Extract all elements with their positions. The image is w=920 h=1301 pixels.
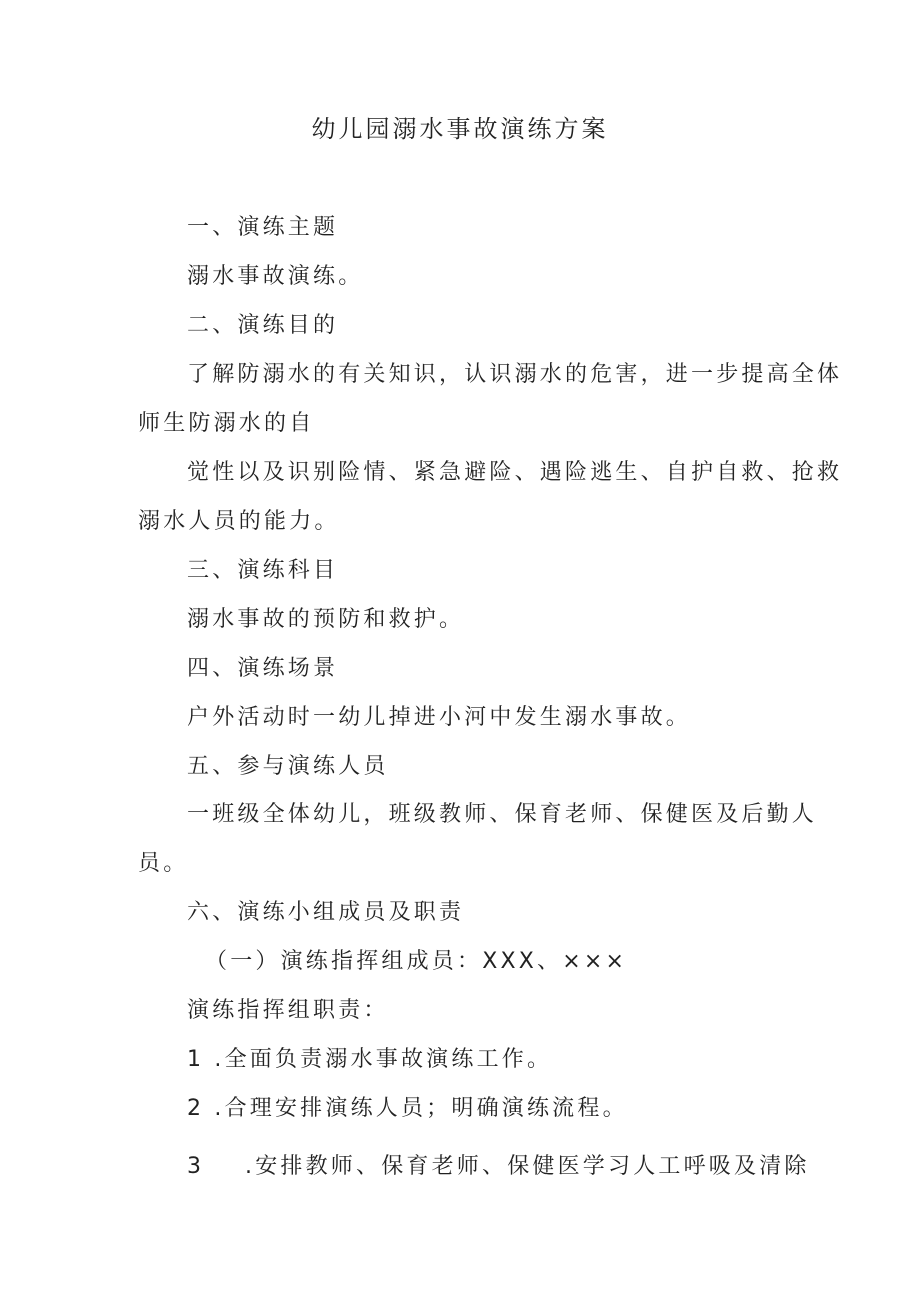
section-heading-theme: 一、演练主题 <box>187 215 339 240</box>
list-item: 1 .全面负责溺水事故演练工作。 <box>187 1047 553 1072</box>
list-item <box>187 1152 810 1182</box>
section-heading-scene: 四、演练场景 <box>187 656 339 681</box>
paragraph-text: 师生防溺水的自 <box>138 411 315 436</box>
list-item: 2 .合理安排演练人员；明确演练流程。 <box>187 1096 628 1121</box>
document-title: 幼儿园溺水事故演练方案 <box>311 115 609 143</box>
list-item-number: 3 <box>187 1154 205 1179</box>
paragraph-text: 一班级全体幼儿，班级教师、保育老师、保健医及后勤人 <box>187 802 818 827</box>
paragraph-text: 员。 <box>138 851 189 876</box>
paragraph-text: 溺水事故的预防和救护。 <box>187 607 465 632</box>
section-heading-subject: 三、演练科目 <box>187 558 339 583</box>
subsection-heading: （一）演练指挥组成员：XXX、××× <box>205 949 628 974</box>
section-heading-participants: 五、参与演练人员 <box>187 754 389 779</box>
list-item-text: .安排教师、保育老师、保健医学习人工呼吸及清除 <box>245 1154 810 1179</box>
paragraph-text: 觉性以及识别险情、紧急避险、遇险逃生、自护自救、抢救 <box>187 460 843 485</box>
paragraph-text: 演练指挥组职责： <box>187 998 389 1023</box>
paragraph-text: 了解防溺水的有关知识，认识溺水的危害，进一步提高全体 <box>187 362 843 387</box>
paragraph-text: 溺水事故演练。 <box>187 264 364 289</box>
section-heading-purpose: 二、演练目的 <box>187 313 339 338</box>
paragraph-text: 户外活动时一幼儿掉进小河中发生溺水事故。 <box>187 705 692 730</box>
paragraph-text: 溺水人员的能力。 <box>138 509 340 534</box>
section-heading-members: 六、演练小组成员及职责 <box>187 900 465 925</box>
